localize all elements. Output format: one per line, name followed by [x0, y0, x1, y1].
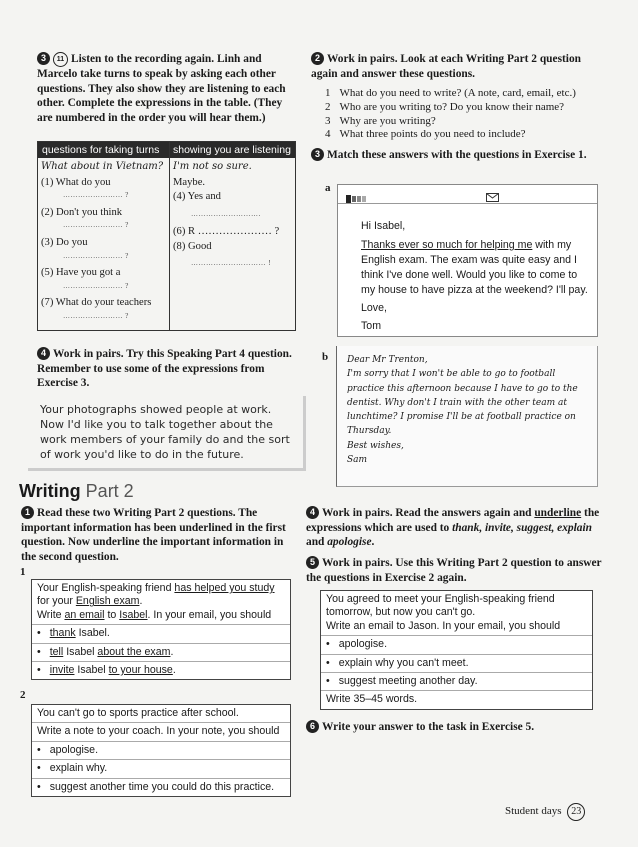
text-span: Your English-speaking friend — [37, 582, 175, 594]
question-bullet — [32, 644, 290, 662]
text-span: Isabel — [119, 608, 148, 621]
page-footer — [505, 803, 585, 821]
question-1-label: 1 — [20, 566, 26, 578]
list-text: Who are you writing to? Do you know their name? — [339, 100, 565, 113]
list-item — [325, 101, 615, 115]
exercise-number: 4 — [37, 347, 50, 360]
task-bullet: • suggest meeting another day. — [321, 673, 592, 691]
table-cell: (1) What do you — [41, 176, 111, 188]
envelope-icon — [486, 189, 499, 207]
question-line — [37, 609, 286, 622]
task-line: Write an email to Jason. In your email, you should — [326, 619, 561, 632]
exercise-3-match-instruction: 3 Match these answers with the questions in Exercise 1. — [311, 148, 601, 163]
exercise-2-instruction: 2 Work in pairs. Look at each Writing Part 2 question again and answer these questions. — [311, 53, 581, 80]
question-bullet — [32, 625, 290, 643]
exercise-4-instruction: 4 Work in pairs. Try this Speaking Part 4 question. Remember to use some of the expressions from Exercise 3. — [37, 348, 292, 390]
email-answer-a — [337, 184, 598, 337]
table-cell: (3) Do you — [41, 236, 88, 248]
question-2-label: 2 — [20, 689, 26, 701]
question-text — [32, 580, 290, 625]
question-bullet: • suggest another time you could do this practice. — [32, 779, 290, 796]
question-line — [37, 595, 286, 608]
exercise-number: 2 — [311, 52, 324, 65]
table-cell-blank: …………………… ? — [63, 191, 129, 200]
text-span: English exam — [75, 595, 140, 608]
text-span: tell — [49, 645, 64, 658]
table-divider — [169, 142, 170, 330]
exercise-5-instruction: 5 Work in pairs. Use this Writing Part 2 question to answer the questions in Exercise 2 again. — [306, 557, 602, 584]
table-cell-blank: …………………… ? — [63, 221, 129, 230]
list-item — [325, 115, 615, 129]
table-cell-blank: ………………………… ! — [191, 258, 272, 267]
text-span: Write — [37, 608, 65, 621]
writing-question-1-box — [31, 579, 291, 680]
question-bullet — [32, 662, 290, 679]
question-bullet: • explain why. — [32, 760, 290, 778]
exercise-number: 5 — [306, 556, 319, 569]
list-number: 1 — [325, 87, 331, 99]
question-line: You can't go to sports practice after school. — [32, 705, 290, 723]
list-number: 2 — [325, 100, 331, 113]
answer-b-label: b — [322, 351, 329, 363]
email-greeting: Hi Isabel, — [361, 220, 406, 232]
table-cell: I'm not so sure. — [173, 161, 252, 172]
text-span: Isabel — [74, 664, 109, 677]
toolbar-buttons-icon — [346, 190, 368, 198]
text-span: to your house — [108, 664, 173, 677]
task-line: You agreed to meet your English-speaking friend tomorrow, but now you can't go. — [326, 593, 555, 619]
page-number: 23 — [567, 803, 585, 821]
list-text: What three points do you need to include? — [339, 128, 526, 141]
text-span: to — [104, 608, 120, 621]
table-cell-blank: …………………… ? — [63, 311, 129, 320]
expressions-table — [37, 141, 296, 331]
table-cell: Maybe. — [173, 176, 206, 188]
text-span: invite — [49, 664, 75, 677]
email-body — [361, 219, 589, 334]
email-signature: Tom — [361, 320, 382, 332]
answer-a-label: a — [325, 182, 331, 194]
text-span: an email — [64, 608, 105, 621]
task-bullet: • apologise. — [321, 636, 592, 654]
question-list — [325, 87, 615, 142]
exercise-number: 1 — [21, 506, 34, 519]
exercise-6-instruction: 6 Write your answer to the task in Exercise 5. — [306, 720, 602, 735]
writing-question-2-box — [31, 704, 291, 797]
table-cell: (5) Have you got a — [41, 267, 121, 279]
note-answer-b — [336, 346, 598, 487]
table-cell-blank: …………………… ? — [63, 251, 129, 260]
table-cell: (4) Yes and — [173, 191, 221, 203]
email-text: Thanks ever so much for helping me with my English exam. The exam was quite easy and I think I've done well. Would you like to come to my house to have pizza at the weekend? I'll pay. — [361, 239, 588, 296]
question-bullet: • apologise. — [32, 742, 290, 760]
text-span: for your — [37, 595, 76, 608]
footer-label: Student days — [505, 805, 562, 817]
list-item — [325, 87, 615, 101]
writing-exercise-1-instruction: 1 Read these two Writing Part 2 questions. The important information has been underlined in the first question. Now underline the important information in the second question. — [21, 507, 286, 563]
table-column-listening — [173, 160, 293, 270]
exercise-number: 3 — [311, 148, 324, 161]
speaking-task-box: Your photographs showed people at work. Now I'd like you to talk together about the work members of your family do and the sort of work you'd like to do in the future. — [28, 396, 306, 471]
task-text — [321, 591, 592, 636]
writing-section-title: Writing Part 2 — [19, 481, 134, 501]
list-text: Why are you writing? — [339, 114, 436, 127]
text-span: . — [139, 595, 143, 608]
note-closing: Best wishes, — [347, 440, 404, 451]
list-item — [325, 128, 615, 142]
table-cell: (2) Don't you think — [41, 206, 123, 218]
table-cell: What about in Vietnam? — [41, 161, 164, 172]
note-signature: Sam — [347, 455, 368, 466]
exercise-number: 3 — [37, 52, 50, 65]
text-span: Isabel. — [75, 627, 110, 640]
table-column-questions — [41, 160, 167, 324]
table-cell-blank: ………………………. — [191, 209, 261, 218]
table-cell-blank: …………………… ? — [63, 281, 129, 290]
question-line: Write a note to your coach. In your note, you should — [32, 723, 290, 741]
note-greeting: Dear Mr Trenton, — [347, 355, 428, 365]
text-span: . — [172, 664, 176, 677]
text-span: Isabel — [63, 645, 98, 658]
text-span: . — [170, 645, 174, 658]
task-bullet: • explain why you can't meet. — [321, 655, 592, 673]
exercise-4-underline-instruction: 4 Work in pairs. Read the answers again and underline the expressions which are used to thank, invite, suggest, explain and apologise. — [306, 507, 600, 549]
list-text: What do you need to write? (A note, card, email, etc.) — [339, 87, 576, 99]
text-span: has helped you study — [174, 582, 275, 594]
text-span: about the exam — [97, 645, 171, 658]
table-cell: (7) What do your teachers — [41, 297, 152, 309]
table-header-listening: showing you are listening — [170, 142, 295, 158]
table-cell: (6) R ………………… ? — [173, 226, 280, 238]
email-closing: Love, — [361, 302, 387, 314]
table-header-questions: questions for taking turns — [38, 142, 169, 158]
table-cell: (8) Good — [173, 240, 212, 252]
question-line — [37, 582, 286, 595]
exercise-3-instruction: 3 11 Listen to the recording again. Linh and Marcelo take turns to speak by asking each other questions. They also show they are listening to each other. Complete the expressions in the table. (They are numbered in the order you will hear them.) — [37, 53, 286, 124]
text-span: . In your email, you should — [147, 608, 272, 621]
note-text: I'm sorry that I won't be able to go to football practice this afternoon because I have to go to the dentist. Why don't I train with the other team at lunchtime? I promise I'll be at football practice on Thursday. — [347, 369, 578, 437]
list-number: 4 — [325, 128, 331, 141]
writing-task-box — [320, 590, 593, 710]
email-toolbar — [338, 185, 597, 204]
exercise-number: 4 — [306, 506, 319, 519]
exercise-number: 6 — [306, 720, 319, 733]
text-span: thank — [49, 627, 76, 640]
task-word-count: Write 35–45 words. — [326, 693, 418, 706]
list-number: 3 — [325, 114, 331, 127]
audio-track-icon[interactable]: 11 — [53, 52, 68, 67]
